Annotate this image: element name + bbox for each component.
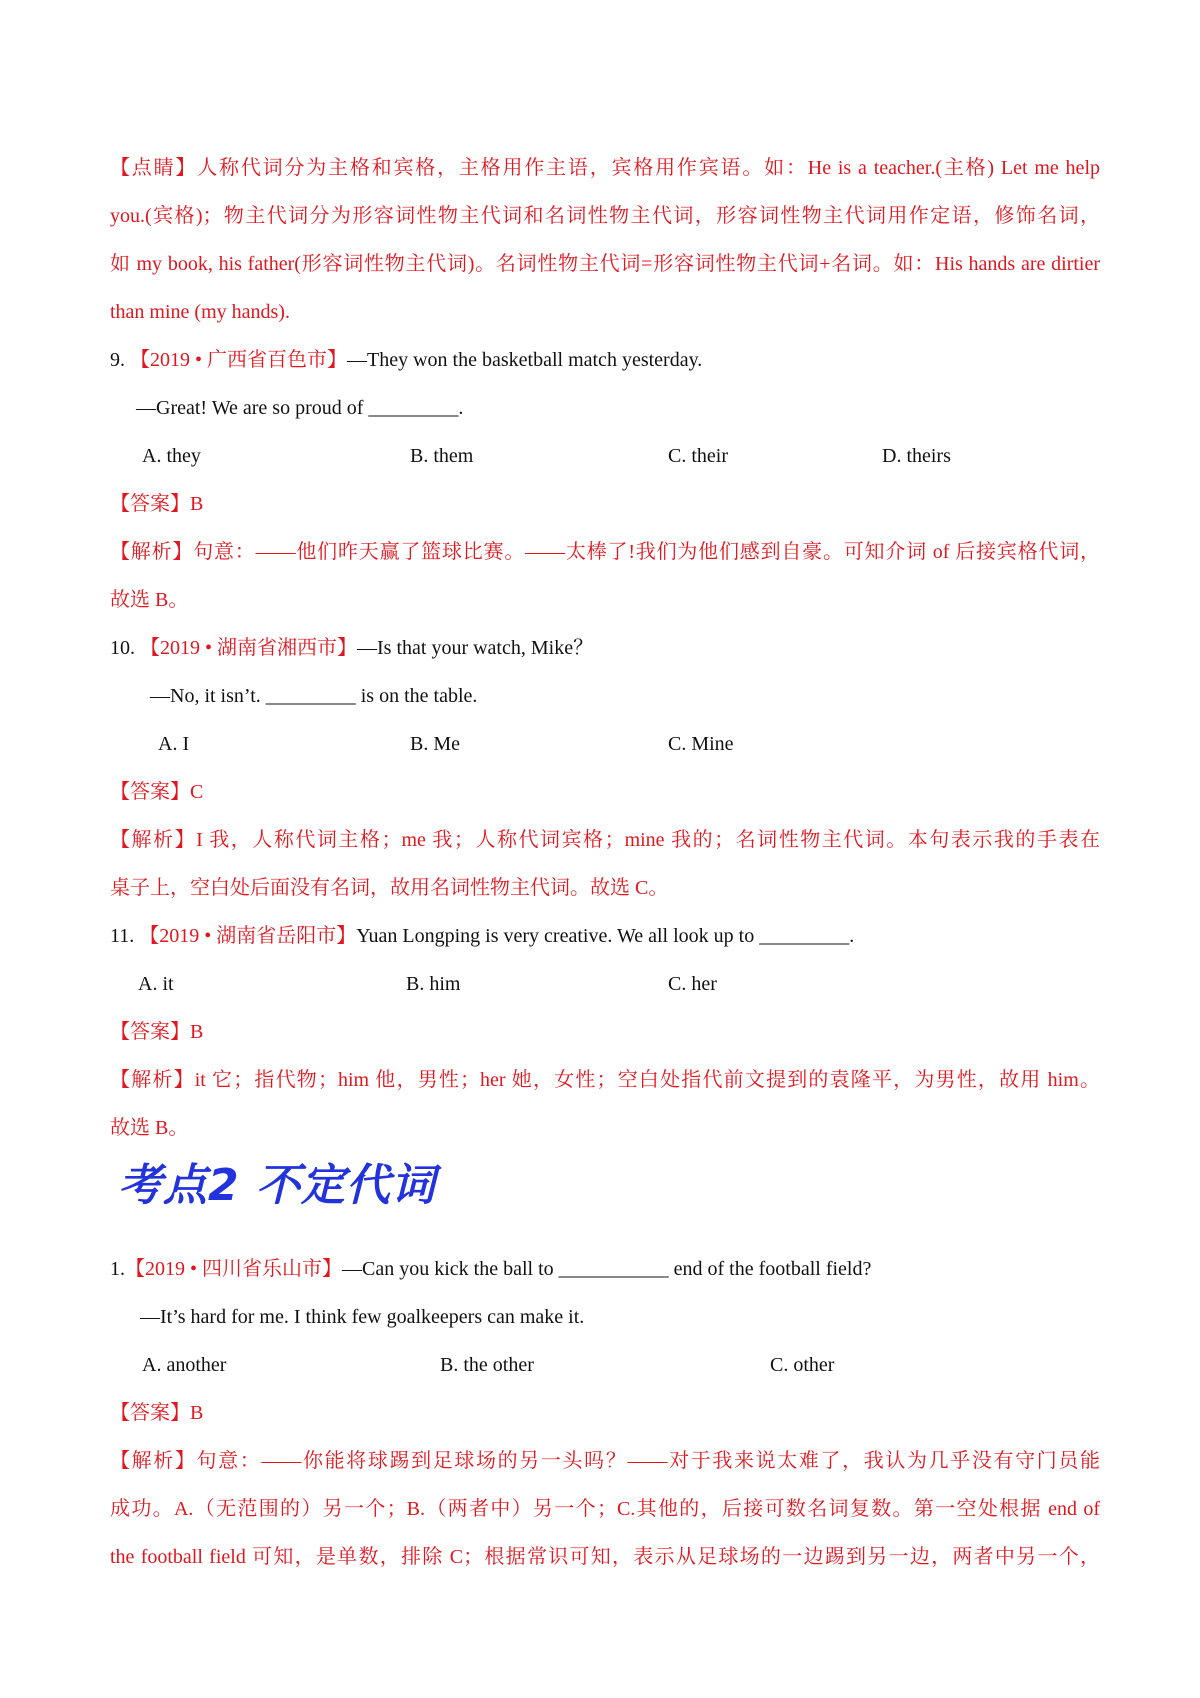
option-c: C. her bbox=[668, 973, 717, 995]
option-a: A. it bbox=[138, 973, 174, 995]
question-source: 【2019 • 广西省百色市】 bbox=[130, 349, 348, 371]
analysis-line-3: the football field 可知，是单数，排除 C；根据常识可知，表示从足球场的一边踢到另一边，两者中另一个， bbox=[110, 1546, 1100, 1568]
option-c: C. Mine bbox=[668, 733, 734, 755]
question-text: —Is that your watch, Mike？ bbox=[357, 637, 594, 659]
question-source: 【2019 • 湖南省岳阳市】 bbox=[139, 925, 357, 947]
section2-question-1-stem bbox=[110, 1254, 871, 1284]
question-number: 1. bbox=[110, 1258, 125, 1280]
option-b: B. the other bbox=[440, 1354, 534, 1376]
analysis-line-1: 【解析】句意：——你能将球踢到足球场的另一头吗？——对于我来说太难了，我认为几乎没有守门员能 bbox=[110, 1450, 1100, 1472]
question-source: 【2019 • 湖南省湘西市】 bbox=[140, 637, 358, 659]
question-source: 【2019 • 四川省乐山市】 bbox=[125, 1258, 343, 1280]
analysis-line-2: 桌子上，空白处后面没有名词，故用名词性物主代词。故选 C。 bbox=[110, 877, 669, 899]
question-text: —Can you kick the ball to ___________ end of the football field? bbox=[342, 1258, 872, 1280]
question-9-stem bbox=[110, 345, 702, 375]
answer-label: 【答案】C bbox=[110, 781, 204, 803]
option-b: B. Me bbox=[410, 733, 460, 755]
answer-label: 【答案】B bbox=[110, 493, 204, 515]
option-c: C. other bbox=[770, 1354, 835, 1376]
option-d: D. theirs bbox=[882, 445, 951, 467]
question-9-reply: —Great! We are so proud of _________. bbox=[136, 397, 464, 419]
analysis-line-1: 【解析】句意：——他们昨天赢了篮球比赛。——太棒了!我们为他们感到自豪。可知介词 of 后接宾格代词， bbox=[110, 541, 1100, 563]
note-line-4: than mine (my hands). bbox=[110, 301, 290, 323]
option-a: A. another bbox=[142, 1354, 227, 1376]
question-10-stem bbox=[110, 633, 593, 663]
answer-label: 【答案】B bbox=[110, 1021, 204, 1043]
option-b: B. him bbox=[406, 973, 461, 995]
question-text: —They won the basketball match yesterday. bbox=[347, 349, 703, 371]
section-heading: 考点2 不定代词 bbox=[118, 1160, 436, 1211]
analysis-line-2: 成功。A.（无范围的）另一个；B.（两者中）另一个；C.其他的，后接可数名词复数。第一空处根据 end of bbox=[110, 1498, 1100, 1520]
question-number: 10. bbox=[110, 637, 135, 659]
question-11-stem bbox=[110, 921, 854, 951]
note-line-1: 【点睛】人称代词分为主格和宾格，主格用作主语，宾格用作宾语。如：He is a teacher.(主格) Let me help bbox=[110, 157, 1100, 179]
analysis-line-2: 故选 B。 bbox=[110, 1117, 189, 1139]
question-10-reply: —No, it isn’t. _________ is on the table. bbox=[150, 685, 478, 707]
analysis-line-1: 【解析】it 它；指代物；him 他，男性；her 她，女性；空白处指代前文提到的袁隆平，为男性，故用 him。 bbox=[110, 1069, 1100, 1091]
analysis-line-1: 【解析】I 我，人称代词主格；me 我；人称代词宾格；mine 我的；名词性物主代词。本句表示我的手表在 bbox=[110, 829, 1100, 851]
note-line-3: 如 my book, his father(形容词性物主代词)。名词性物主代词=形容词性物主代词+名词。如：His hands are dirtier bbox=[110, 253, 1100, 275]
answer-label: 【答案】B bbox=[110, 1402, 204, 1424]
section2-question-1-reply: —It’s hard for me. I think few goalkeepers can make it. bbox=[140, 1306, 585, 1328]
note-line-2: you.(宾格)；物主代词分为形容词性物主代词和名词性物主代词，形容词性物主代词用作定语，修饰名词， bbox=[110, 205, 1100, 227]
option-c: C. their bbox=[668, 445, 728, 467]
question-text: Yuan Longping is very creative. We all look up to _________. bbox=[356, 925, 855, 947]
option-b: B. them bbox=[410, 445, 474, 467]
option-a: A. they bbox=[142, 445, 201, 467]
question-number: 11. bbox=[110, 925, 135, 947]
analysis-line-2: 故选 B。 bbox=[110, 589, 189, 611]
question-number: 9. bbox=[110, 349, 125, 371]
option-a: A. I bbox=[158, 733, 190, 755]
